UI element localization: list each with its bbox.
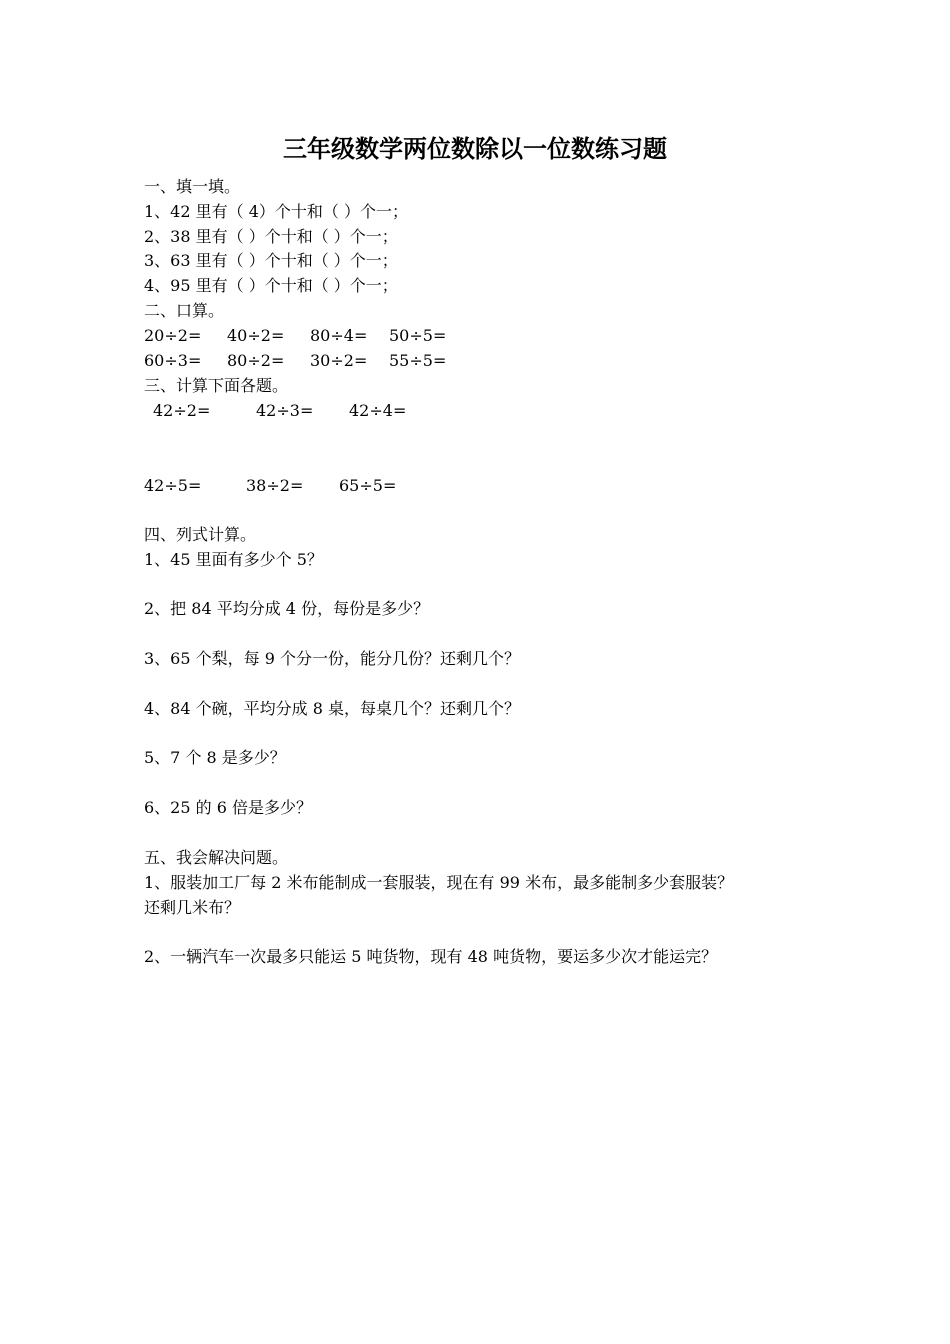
equation-question-5: 5、7 个 8 是多少？ (144, 748, 286, 767)
calc-item: 42÷2= (153, 401, 211, 420)
oral-calc-item: 50÷5= (389, 326, 447, 345)
word-problem-1-continued: 还剩几米布？ (144, 898, 241, 917)
oral-calc-item: 55÷5= (389, 351, 447, 370)
oral-calc-item: 30÷2= (310, 351, 368, 370)
section-5-heading: 五、我会解决问题。 (144, 848, 289, 867)
section-3-heading: 三、计算下面各题。 (144, 376, 289, 395)
fill-question-3: 3、63 里有（ ）个十和（ ）个一； (144, 251, 398, 270)
calc-item: 42÷4= (349, 401, 407, 420)
calc-item: 42÷3= (256, 401, 314, 420)
equation-question-1: 1、45 里面有多少个 5？ (144, 550, 323, 569)
section-2-heading: 二、口算。 (144, 301, 225, 320)
equation-question-3: 3、65 个梨，每 9 个分一份，能分几份？还剩几个？ (144, 649, 520, 668)
fill-question-4: 4、95 里有（ ）个十和（ ）个一； (144, 276, 398, 295)
oral-calc-item: 80÷4= (310, 326, 368, 345)
page-title: 三年级数学两位数除以一位数练习题 (283, 135, 667, 163)
section-1-heading: 一、填一填。 (144, 177, 241, 196)
equation-question-2: 2、把 84 平均分成 4 份，每份是多少？ (144, 599, 430, 618)
oral-calc-item: 40÷2= (227, 326, 285, 345)
equation-question-4: 4、84 个碗，平均分成 8 桌，每桌几个？还剩几个？ (144, 699, 520, 718)
equation-question-6: 6、25 的 6 倍是多少？ (144, 798, 312, 817)
oral-calc-item: 20÷2= (144, 326, 202, 345)
fill-question-2: 2、38 里有（ ）个十和（ ）个一； (144, 227, 398, 246)
calc-item: 65÷5= (339, 476, 397, 495)
calc-item: 42÷5= (144, 476, 202, 495)
calc-item: 38÷2= (246, 476, 304, 495)
word-problem-2: 2、一辆汽车一次最多只能运 5 吨货物，现有 48 吨货物，要运多少次才能运完？ (144, 947, 718, 966)
oral-calc-item: 80÷2= (227, 351, 285, 370)
fill-question-1: 1、42 里有（ 4）个十和（ ）个一； (144, 202, 408, 221)
section-4-heading: 四、列式计算。 (144, 525, 257, 544)
oral-calc-item: 60÷3= (144, 351, 202, 370)
word-problem-1: 1、服装加工厂每 2 米布能制成一套服装，现在有 99 米布，最多能制多少套服装？ (144, 873, 734, 892)
